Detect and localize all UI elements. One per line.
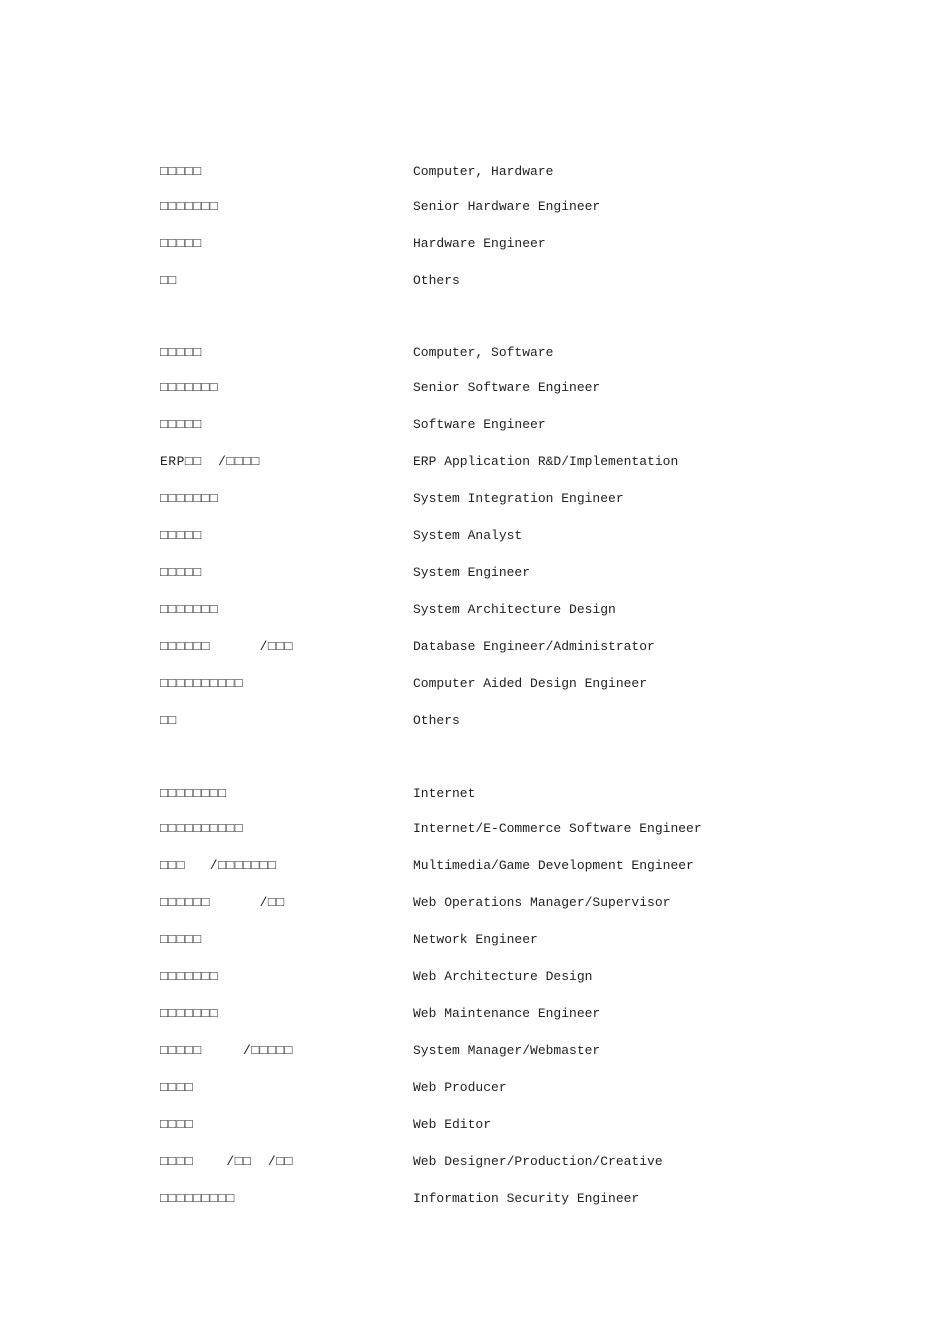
english-term: Computer, Software <box>413 345 554 360</box>
chinese-term: □□□□□□□ <box>160 969 219 984</box>
chinese-term: □□□□□ <box>160 528 202 543</box>
english-term: Computer, Hardware <box>413 164 554 179</box>
term-row <box>0 415 950 435</box>
chinese-term: □□ <box>160 273 177 288</box>
english-term: Web Maintenance Engineer <box>413 1006 601 1021</box>
chinese-term: □□□ /□□□□□□□ <box>160 858 277 873</box>
english-term: System Manager/Webmaster <box>413 1043 601 1058</box>
term-row <box>0 637 950 657</box>
term-row <box>0 378 950 398</box>
term-row <box>0 197 950 217</box>
term-row <box>0 1004 950 1024</box>
chinese-term: ERP□□ /□□□□ <box>160 454 260 469</box>
english-term: Others <box>413 273 460 288</box>
english-term: Computer Aided Design Engineer <box>413 676 648 691</box>
chinese-term: □□□□□ <box>160 236 202 251</box>
english-term: System Integration Engineer <box>413 491 624 506</box>
term-row <box>0 711 950 731</box>
english-term: System Engineer <box>413 565 531 580</box>
chinese-term: □□□□ <box>160 1117 194 1132</box>
chinese-term: □□□□□□□□□□ <box>160 676 244 691</box>
term-row <box>0 856 950 876</box>
english-term: Internet <box>413 786 476 801</box>
term-row <box>0 930 950 950</box>
term-row <box>0 784 950 804</box>
chinese-term: □□□□□ <box>160 345 202 360</box>
english-term: Web Editor <box>413 1117 492 1132</box>
chinese-term: □□□□□□□ <box>160 602 219 617</box>
chinese-term: □□□□□□□□ <box>160 786 227 801</box>
chinese-term: □□□□□□ /□□□ <box>160 639 293 654</box>
chinese-term: □□□□□ /□□□□□ <box>160 1043 293 1058</box>
english-term: Web Operations Manager/Supervisor <box>413 895 671 910</box>
chinese-term: □□ <box>160 713 177 728</box>
english-term: Senior Hardware Engineer <box>413 199 601 214</box>
term-row <box>0 1189 950 1209</box>
chinese-term: □□□□□ <box>160 932 202 947</box>
english-term: Network Engineer <box>413 932 538 947</box>
term-row <box>0 1078 950 1098</box>
chinese-term: □□□□□□ /□□ <box>160 895 285 910</box>
english-term: Web Designer/Production/Creative <box>413 1154 663 1169</box>
term-row <box>0 271 950 291</box>
english-term: Multimedia/Game Development Engineer <box>413 858 694 873</box>
english-term: Internet/E-Commerce Software Engineer <box>413 821 702 836</box>
term-row <box>0 452 950 472</box>
english-term: Information Security Engineer <box>413 1191 640 1206</box>
term-row <box>0 234 950 254</box>
term-row <box>0 563 950 583</box>
term-row <box>0 819 950 839</box>
english-term: System Architecture Design <box>413 602 616 617</box>
term-row <box>0 1115 950 1135</box>
chinese-term: □□□□□ <box>160 417 202 432</box>
chinese-term: □□□□□□□□□ <box>160 1191 235 1206</box>
term-row <box>0 674 950 694</box>
term-row <box>0 893 950 913</box>
term-row <box>0 967 950 987</box>
english-term: Others <box>413 713 460 728</box>
chinese-term: □□□□ <box>160 1080 194 1095</box>
english-term: Hardware Engineer <box>413 236 546 251</box>
english-term: Web Producer <box>413 1080 507 1095</box>
chinese-term: □□□□□ <box>160 565 202 580</box>
term-row <box>0 1152 950 1172</box>
english-term: System Analyst <box>413 528 523 543</box>
english-term: Software Engineer <box>413 417 546 432</box>
chinese-term: □□□□□ <box>160 164 202 179</box>
english-term: Web Architecture Design <box>413 969 593 984</box>
term-row <box>0 1041 950 1061</box>
chinese-term: □□□□□□□ <box>160 1006 219 1021</box>
term-row <box>0 489 950 509</box>
chinese-term: □□□□□□□ <box>160 199 219 214</box>
chinese-term: □□□□□□□ <box>160 491 219 506</box>
chinese-term: □□□□□□□ <box>160 380 219 395</box>
term-row <box>0 343 950 363</box>
english-term: Senior Software Engineer <box>413 380 601 395</box>
english-term: Database Engineer/Administrator <box>413 639 655 654</box>
term-row <box>0 600 950 620</box>
chinese-term: □□□□□□□□□□ <box>160 821 244 836</box>
term-row <box>0 526 950 546</box>
term-row <box>0 162 950 182</box>
chinese-term: □□□□ /□□ /□□ <box>160 1154 293 1169</box>
english-term: ERP Application R&D/Implementation <box>413 454 679 469</box>
